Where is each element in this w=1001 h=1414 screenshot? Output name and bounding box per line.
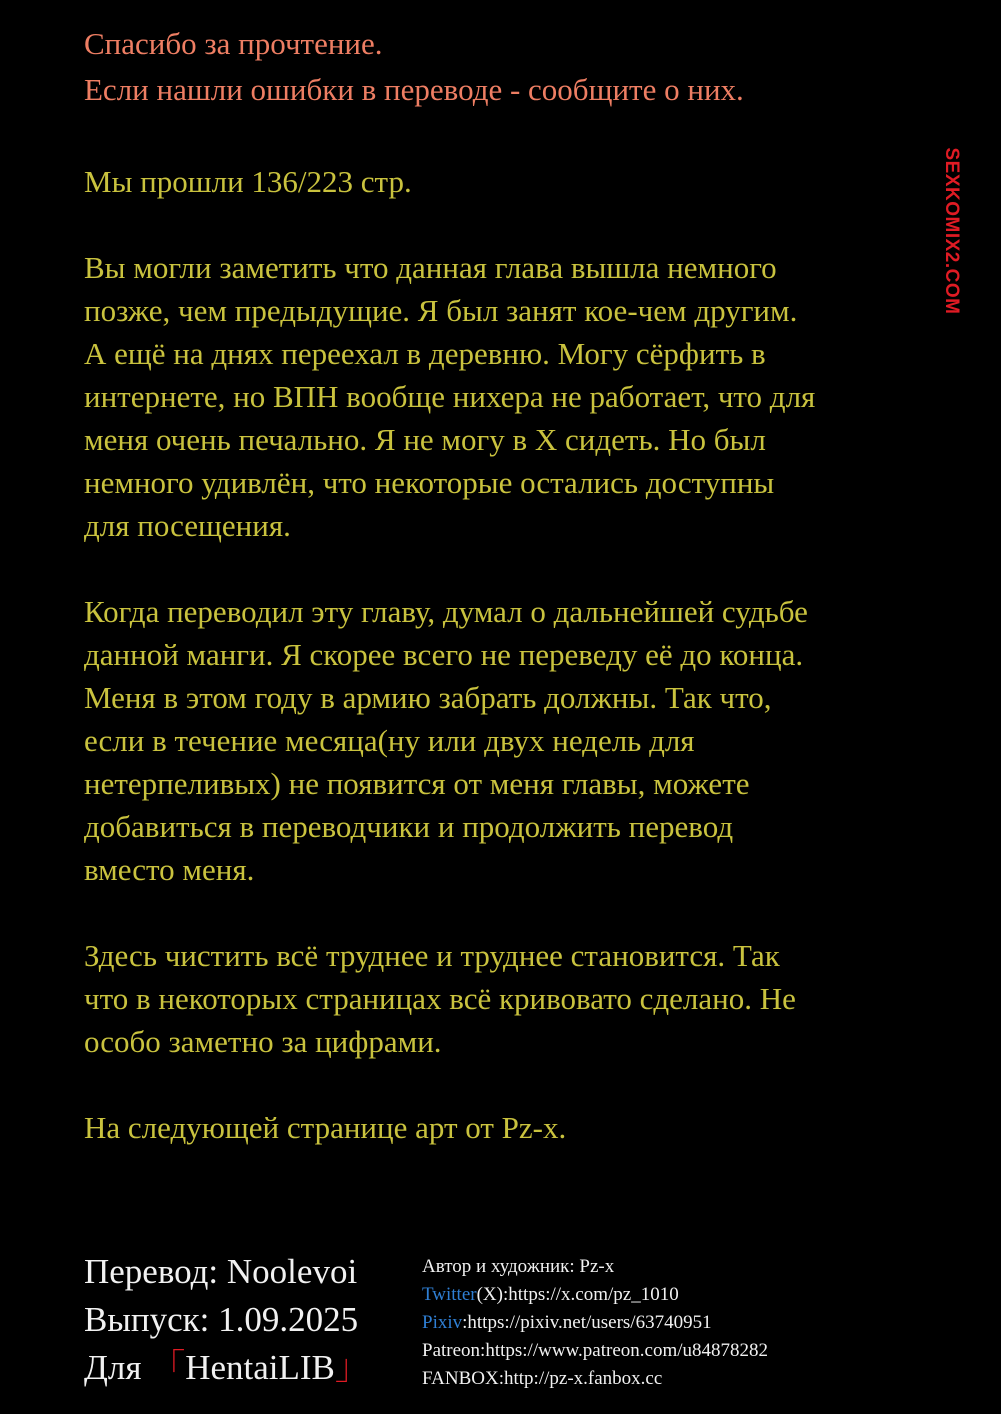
- twitter-line: [422, 1281, 679, 1309]
- paragraph-line: особо заметно за цифрами.: [84, 1024, 442, 1059]
- progress-line: Мы прошли 136/223 стр.: [84, 164, 412, 199]
- bracket-close: 」: [334, 1348, 370, 1387]
- paragraph-line: добавиться в переводчики и продолжить перевод: [84, 809, 734, 844]
- paragraph-line: А ещё на днях переехал в деревню. Могу сёрфить в: [84, 336, 766, 371]
- release-date: Выпуск: 1.09.2025: [84, 1300, 359, 1339]
- author-label: Автор и художник: Pz-x: [422, 1256, 615, 1277]
- site-name: HentaiLIB: [185, 1348, 335, 1387]
- paragraph-line: интернете, но ВПН вообще нихера не работает, что для: [84, 379, 816, 414]
- bracket-open: 「: [150, 1348, 186, 1387]
- site-credit: [84, 1344, 370, 1392]
- fanbox-link[interactable]: FANBOX:http://pz-x.fanbox.cc: [422, 1368, 663, 1389]
- errors-line: Если нашли ошибки в переводе - сообщите о них.: [84, 72, 744, 107]
- paragraph-line: данной манги. Я скорее всего не переведу её до конца.: [84, 637, 804, 672]
- twitter-link[interactable]: (X):https://x.com/pz_1010: [476, 1284, 679, 1305]
- paragraph-line: что в некоторых страницах всё кривовато сделано. Не: [84, 981, 796, 1016]
- paragraph-line: нетерпеливых) не появится от меня главы, можете: [84, 766, 750, 801]
- paragraph-line: вместо меня.: [84, 852, 255, 887]
- watermark: [936, 140, 966, 322]
- paragraph-line: Вы могли заметить что данная глава вышла немного: [84, 250, 777, 285]
- paragraph-line: меня очень печально. Я не могу в X сидеть. Но был: [84, 422, 766, 457]
- paragraph-line: Когда переводил эту главу, думал о дальнейшей судьбе: [84, 594, 808, 629]
- site-prefix: Для: [84, 1348, 151, 1387]
- patreon-link[interactable]: Patreon:https://www.patreon.com/u84878282: [422, 1340, 768, 1361]
- paragraph-line: позже, чем предыдущие. Я был занят кое-чем другим.: [84, 293, 798, 328]
- pixiv-line: [422, 1309, 712, 1337]
- next-page-line: На следующей странице арт от Pz-x.: [84, 1110, 567, 1145]
- pixiv-label: Pixiv: [422, 1312, 463, 1333]
- paragraph-line: Здесь чистить всё труднее и труднее становится. Так: [84, 938, 780, 973]
- paragraph-line: Меня в этом году в армию забрать должны. Так что,: [84, 680, 772, 715]
- thanks-line: Спасибо за прочтение.: [84, 26, 383, 61]
- twitter-label: Twitter: [422, 1284, 477, 1305]
- translation-credit: Перевод: Noolevoi: [84, 1252, 358, 1291]
- pixiv-link[interactable]: :https://pixiv.net/users/63740951: [462, 1312, 712, 1333]
- paragraph-line: для посещения.: [84, 508, 291, 543]
- paragraph-line: если в течение месяца(ну или двух недель для: [84, 723, 695, 758]
- paragraph-line: немного удивлён, что некоторые остались доступны: [84, 465, 775, 500]
- watermark-text: SEXKOMIX2.COM: [941, 147, 962, 315]
